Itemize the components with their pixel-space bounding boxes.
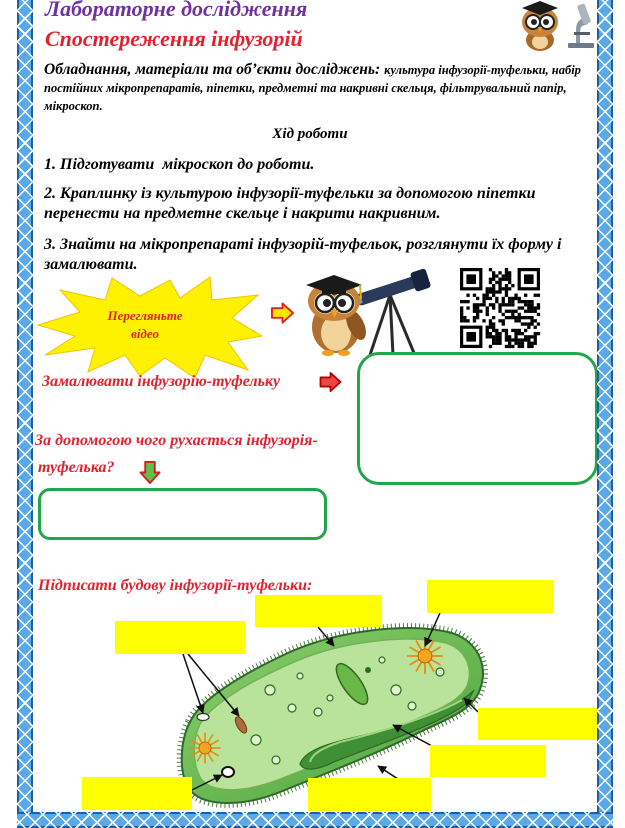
procedure-step-2: 2. Краплинку із культурою інфузорії-туфельки за допомогою піпетки перенести на предметне скельце і накрити накривним. bbox=[44, 185, 540, 222]
qr-code[interactable] bbox=[460, 268, 540, 348]
structure-task-heading: Підписати будову інфузорії-туфельки: bbox=[38, 577, 313, 594]
movement-question-line-2: туфелька? bbox=[38, 459, 115, 476]
food-vacuole bbox=[297, 673, 303, 679]
procedure-step-1: 1. Підготувати мікроскоп до роботи. bbox=[44, 156, 315, 173]
label-box-cytoproct[interactable] bbox=[82, 777, 192, 810]
procedure-step-3: 3. Знайти на мікропрепараті інфузорій-туфельок, розглянути їх форму і замалювати. bbox=[44, 236, 566, 273]
equipment-paragraph bbox=[44, 61, 592, 115]
label-box-cytostome[interactable] bbox=[308, 778, 431, 811]
cytoproct bbox=[222, 767, 234, 777]
label-box-oral-groove[interactable] bbox=[430, 745, 546, 777]
label-box-digestive-vacuoles[interactable] bbox=[115, 621, 245, 654]
food-vacuole bbox=[288, 704, 296, 712]
food-vacuole bbox=[314, 708, 322, 716]
page-subtitle: Спостереження інфузорій bbox=[45, 26, 303, 51]
owl-microscope-icon bbox=[518, 0, 598, 50]
video-link-label[interactable]: Перегляньте відео bbox=[107, 308, 183, 341]
arrow-down-icon bbox=[139, 461, 161, 484]
drawing-answer-box[interactable] bbox=[357, 352, 598, 485]
label-box-cilia[interactable] bbox=[255, 595, 382, 627]
food-vacuole bbox=[379, 657, 385, 663]
arrow-right-icon bbox=[271, 302, 294, 324]
border-bottom bbox=[17, 812, 613, 828]
border-left bbox=[17, 0, 33, 812]
label-box-nucleus[interactable] bbox=[478, 708, 600, 740]
border-right bbox=[597, 0, 613, 812]
movement-question-line-1: За допомогою чого рухається інфузорія- bbox=[35, 432, 318, 449]
micronucleus bbox=[365, 667, 371, 673]
movement-answer-box[interactable] bbox=[38, 488, 327, 540]
food-vacuole bbox=[251, 735, 261, 745]
forming-vacuole bbox=[197, 714, 209, 721]
owl-telescope-icon bbox=[298, 265, 434, 357]
food-vacuole bbox=[408, 702, 416, 710]
label-box-contractile-vacuole[interactable] bbox=[427, 580, 554, 613]
equipment-label: Обладнання, матеріали та об’єкти досліджень: bbox=[44, 61, 381, 78]
page-title: Лабораторне дослідження bbox=[45, 0, 308, 21]
food-vacuole bbox=[391, 685, 401, 695]
food-vacuole bbox=[272, 756, 280, 764]
equipment-text: культура інфузорії-туфельки, набір постійних мікропрепаратів, піпетки, предметні та накривні скельця, фільтрувальний папір, мікроскоп. bbox=[44, 63, 581, 113]
food-vacuole bbox=[436, 668, 444, 676]
draw-task-label: Замалювати інфузорію-туфельку bbox=[42, 373, 281, 390]
pointer-line bbox=[183, 654, 203, 713]
food-vacuole bbox=[265, 685, 275, 695]
arrow-right-icon bbox=[319, 372, 342, 392]
food-vacuole bbox=[327, 695, 333, 701]
procedure-heading: Хід роботи bbox=[272, 126, 348, 142]
